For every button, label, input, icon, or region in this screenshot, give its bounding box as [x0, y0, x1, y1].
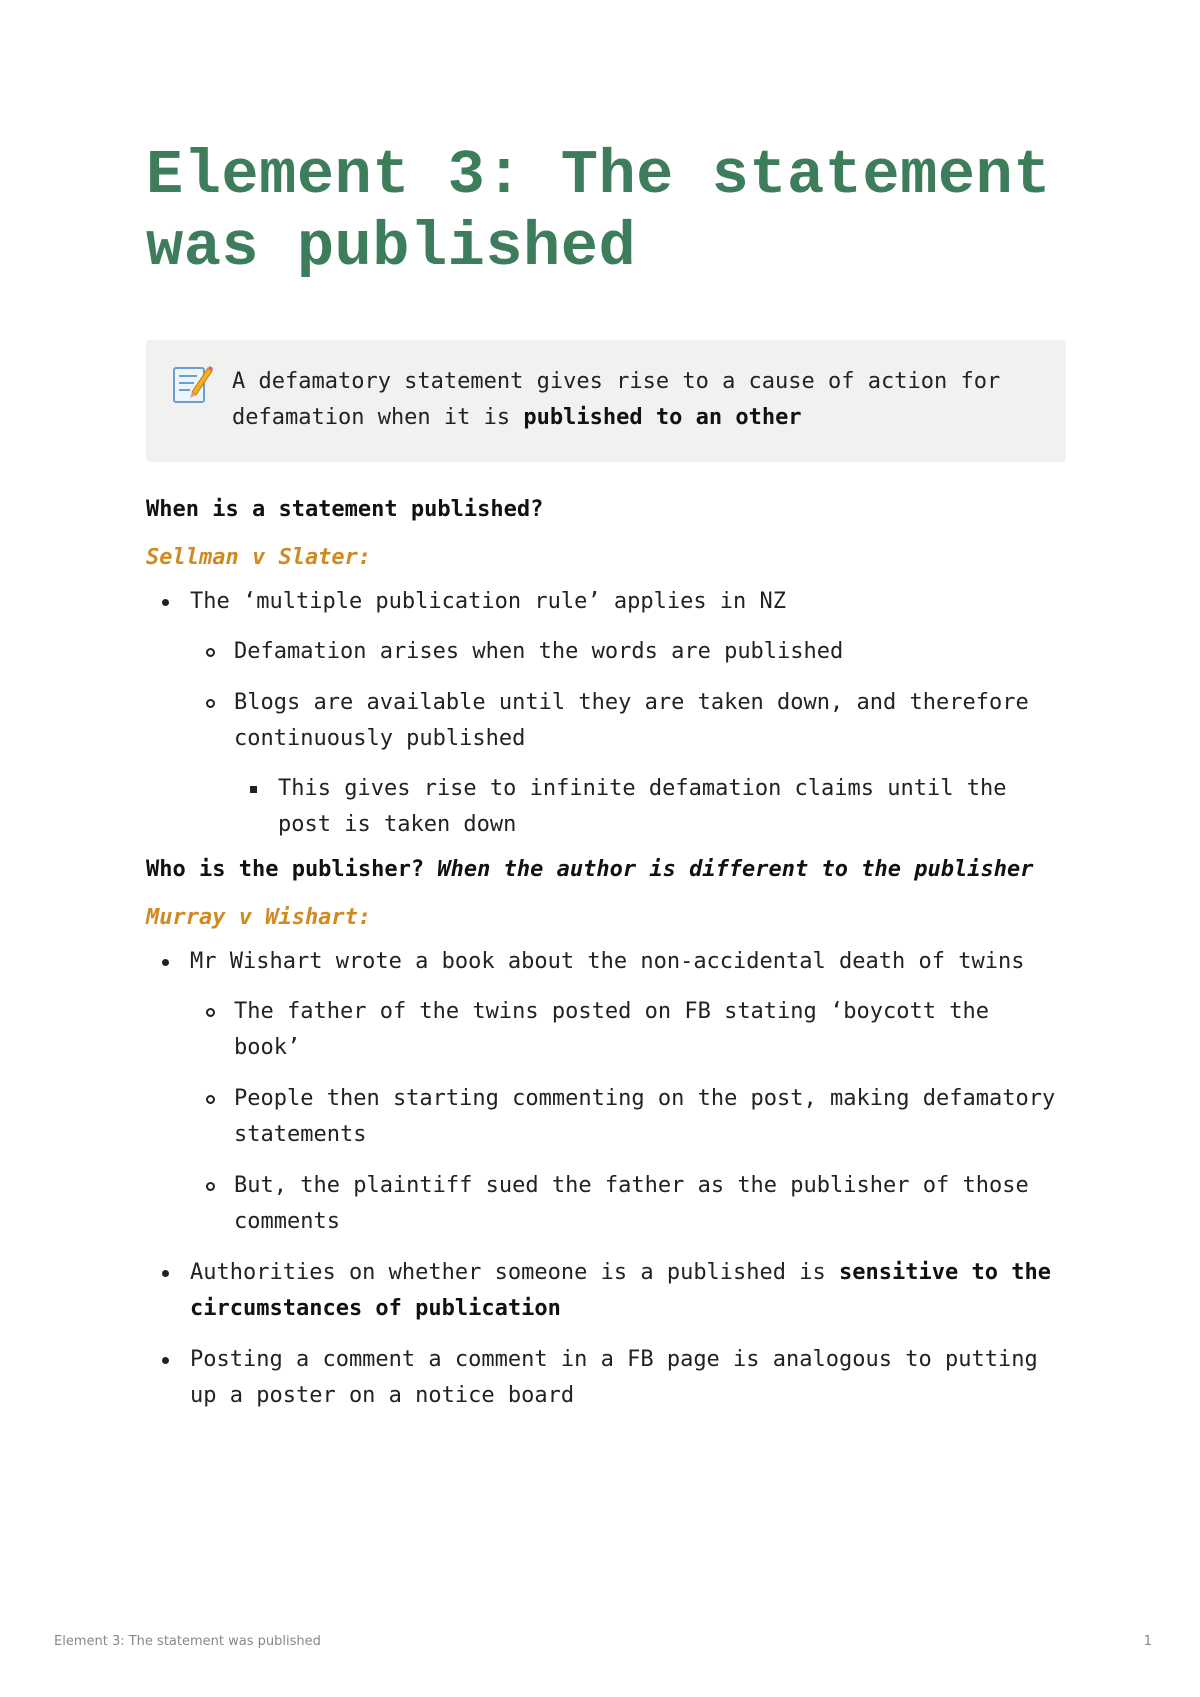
list-item-bold-text: sensitive to the circumstances of publication	[190, 1260, 1051, 1321]
list-item-text: But, the plaintiff sued the father as the publisher of those comments	[234, 1173, 1029, 1234]
footer-title: Element 3: The statement was published	[54, 1634, 321, 1649]
list-item-text: Mr Wishart wrote a book about the non-accidental death of twins	[190, 949, 1025, 974]
list-item	[146, 944, 1066, 1240]
list-item	[190, 685, 1066, 843]
list-item-text: Defamation arises when the words are published	[234, 639, 844, 664]
list-item-text: The ‘multiple publication rule’ applies in NZ	[190, 589, 787, 614]
list-item	[146, 584, 1066, 843]
list-item	[146, 1255, 1066, 1327]
list-item-text: People then starting commenting on the post, making defamatory statements	[234, 1086, 1056, 1147]
question-heading-1: When is a statement published?	[146, 497, 544, 522]
bullet-circle-icon	[206, 1008, 215, 1017]
footer-page-number: 1	[1143, 1634, 1152, 1649]
list-item-text: Blogs are available until they are taken down, and therefore continuously published	[234, 690, 1029, 751]
sub-list	[190, 994, 1066, 1240]
list-item	[190, 994, 1066, 1066]
page	[146, 140, 1066, 1429]
callout-text-bold: published to an other	[523, 405, 802, 430]
bullet-list-2	[146, 944, 1066, 1414]
list-item	[146, 1342, 1066, 1414]
callout-text-regular: A defamatory statement gives rise to a cause of action for defamation when it is	[232, 369, 1001, 430]
list-item-text: The father of the twins posted on FB stating ‘boycott the book’	[234, 999, 989, 1060]
bullet-circle-icon	[206, 1182, 215, 1191]
question-heading-2	[146, 852, 1066, 888]
callout	[146, 340, 1066, 462]
bullet-disc-icon	[162, 599, 169, 606]
page-footer	[54, 1634, 1152, 1649]
sub-list	[190, 634, 1066, 843]
bullet-disc-icon	[162, 959, 169, 966]
list-item-text: Authorities on whether someone is a published is	[190, 1260, 840, 1285]
sub-sub-list	[234, 771, 1066, 843]
question-text: Who is the publisher?	[146, 857, 425, 882]
list-item	[190, 1081, 1066, 1153]
list-item-text: This gives rise to infinite defamation claims until the post is taken down	[278, 776, 1007, 837]
list-item	[234, 771, 1066, 843]
bullet-circle-icon	[206, 699, 215, 708]
page-title: Element 3: The statement was published	[146, 140, 1051, 283]
bullet-square-icon	[250, 786, 257, 793]
bullet-circle-icon	[206, 648, 215, 657]
bullet-disc-icon	[162, 1270, 169, 1277]
question-italic-text: When the author is different to the publisher	[437, 857, 1034, 882]
memo-icon	[170, 362, 214, 406]
case-name-sellman: Sellman v Slater:	[146, 545, 372, 570]
bullet-list-1	[146, 584, 1066, 843]
list-item	[190, 634, 1066, 670]
callout-text	[232, 364, 1038, 436]
bullet-circle-icon	[206, 1095, 215, 1104]
list-item-text: Posting a comment a comment in a FB page is analogous to putting up a poster on a notice board	[190, 1347, 1038, 1408]
bullet-disc-icon	[162, 1357, 169, 1364]
case-name-murray: Murray v Wishart:	[146, 905, 372, 930]
list-item	[190, 1168, 1066, 1240]
